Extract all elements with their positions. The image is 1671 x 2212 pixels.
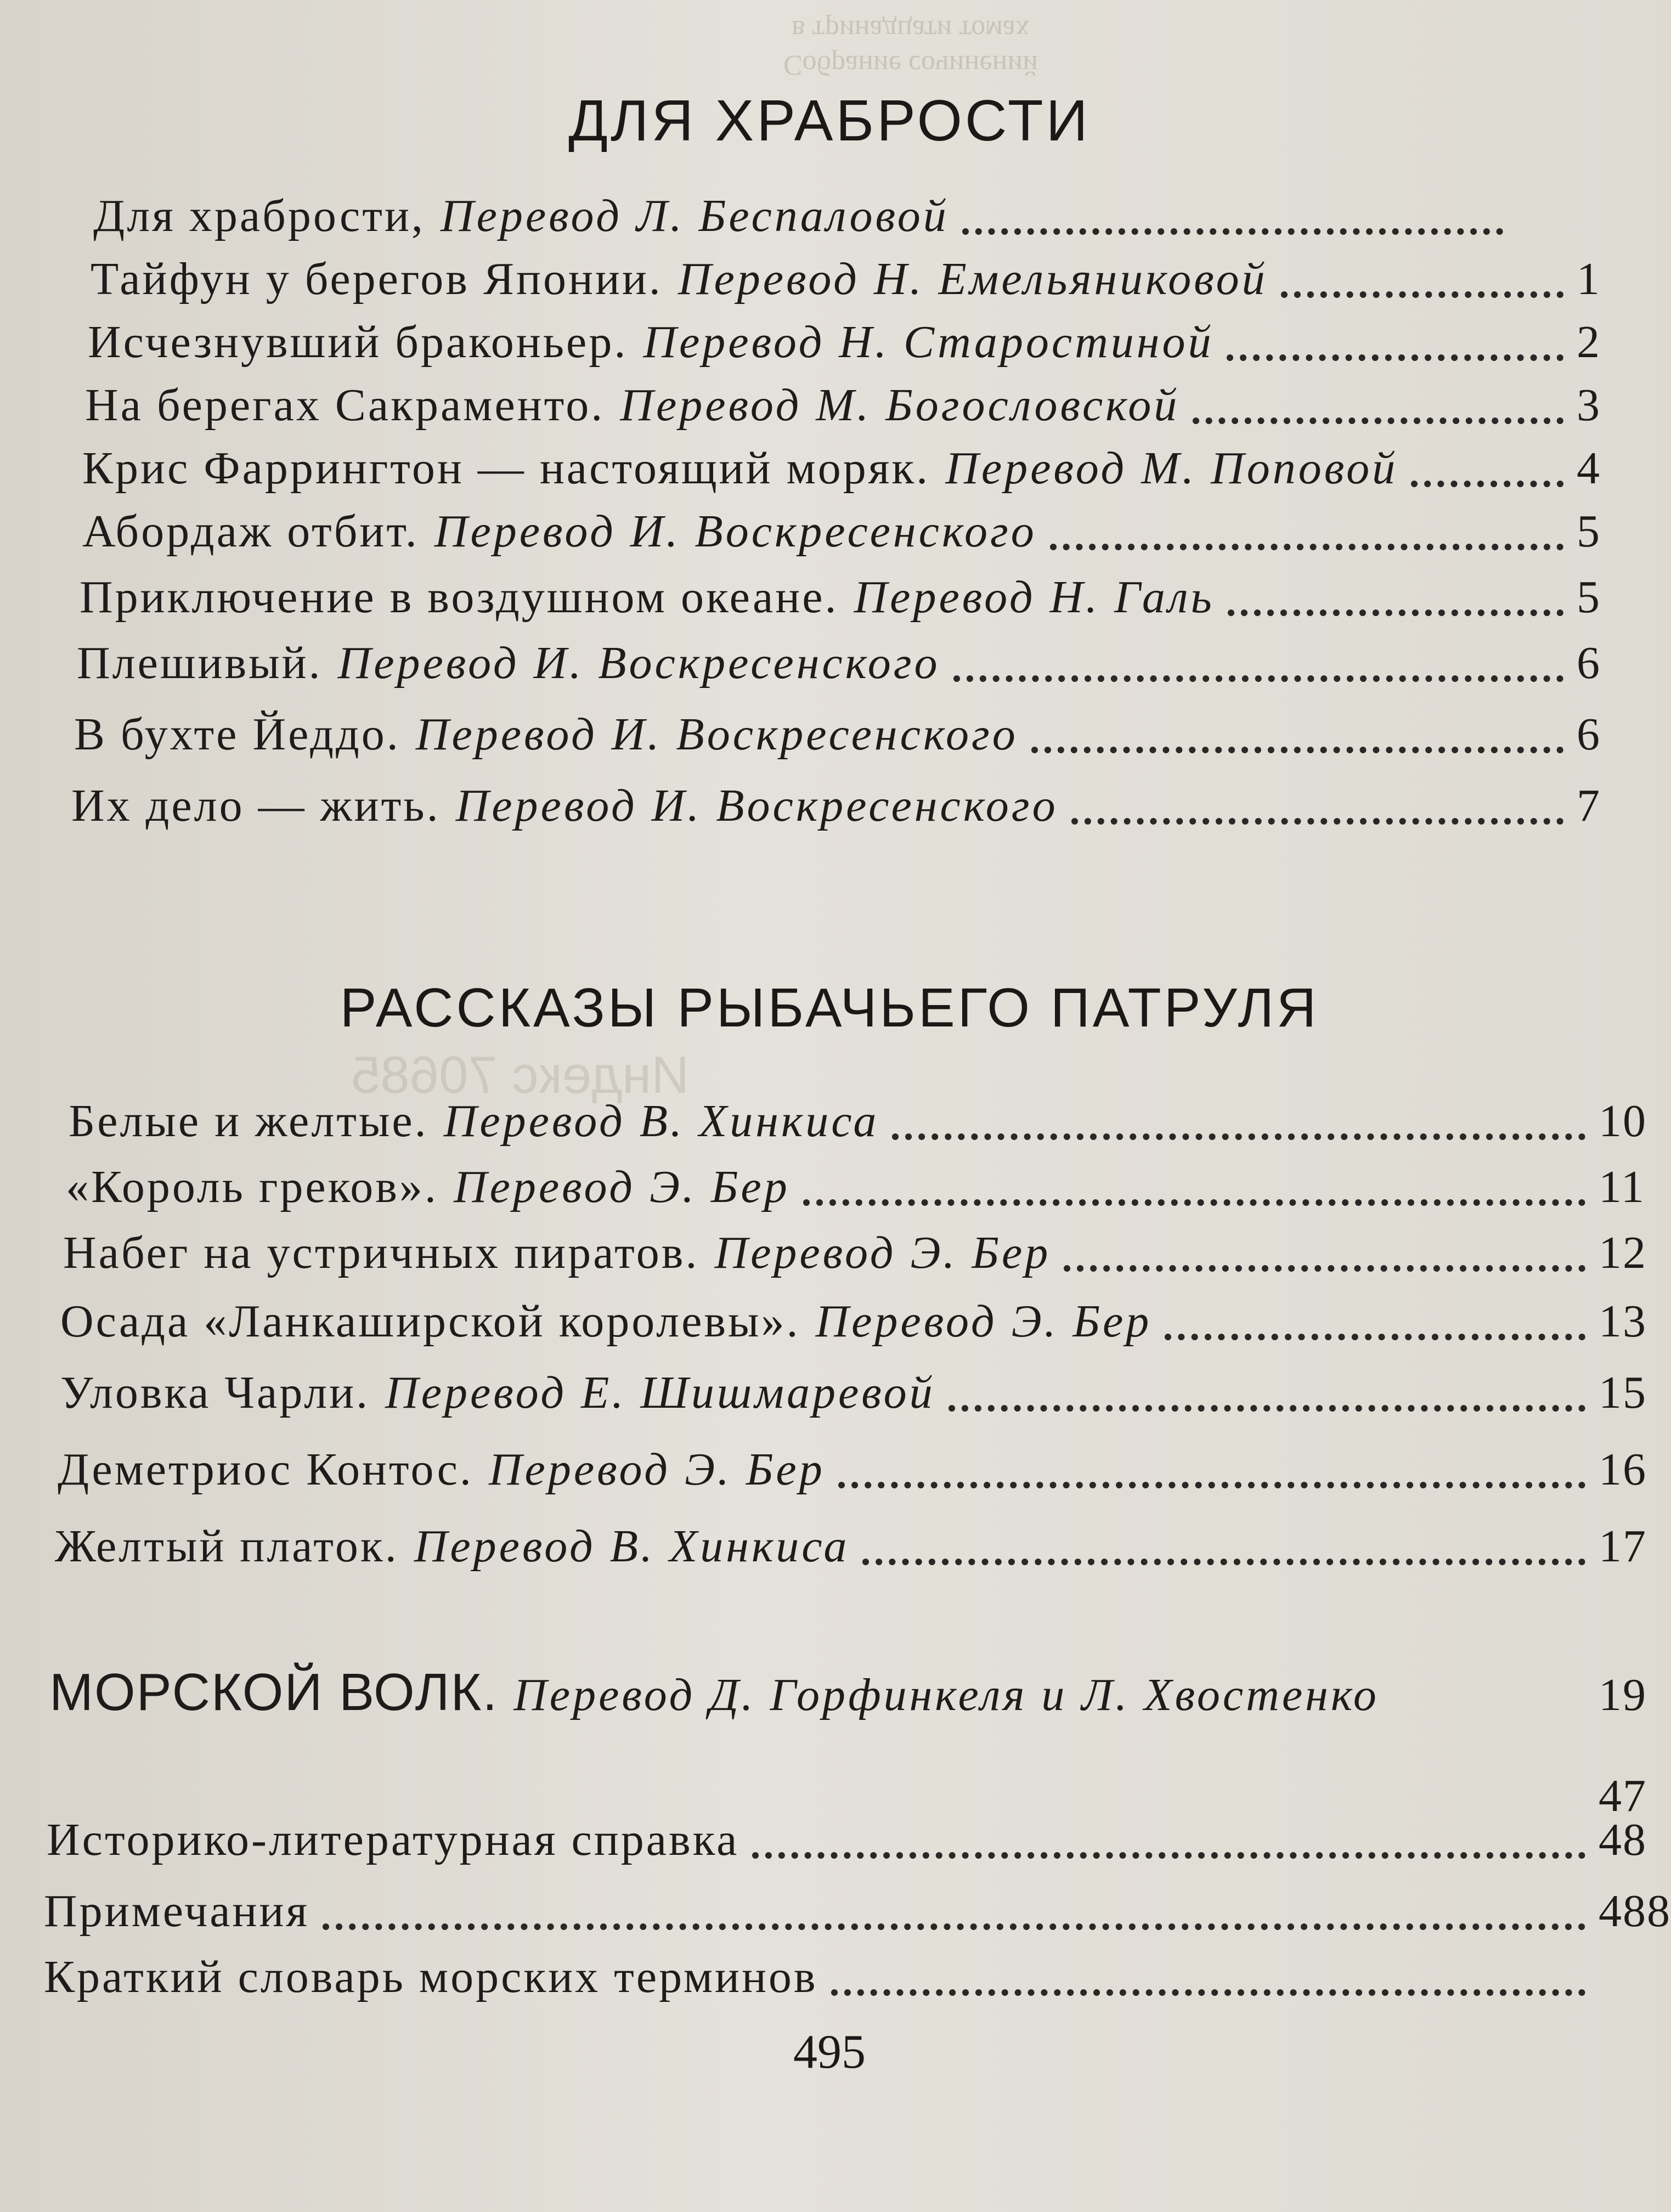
entry-page: 12 <box>1599 1227 1647 1278</box>
entry-title: На берегах Сакраменто. <box>85 380 605 431</box>
show-through-line: Собрание сочинений <box>783 49 1038 81</box>
toc-entry[interactable] <box>77 636 1637 697</box>
entry-page: 488 <box>1599 1886 1671 1937</box>
toc-entry[interactable] <box>60 1366 1659 1426</box>
entry-page: 2 <box>1577 317 1601 368</box>
entry-title: Краткий словарь морских терминов <box>44 1951 818 2002</box>
entry-translator: Перевод И. Воскресенского <box>337 637 940 689</box>
entry-title: Осада «Ланкаширской королевы». <box>60 1296 800 1347</box>
dot-leader <box>1411 481 1563 487</box>
entry-translator: Перевод И. Воскресенского <box>455 780 1058 831</box>
dot-leader <box>1050 544 1563 550</box>
entry-title: Белые и желтые. <box>69 1096 428 1147</box>
dot-leader <box>949 1405 1585 1412</box>
entry-translator: Перевод Э. Бер <box>815 1296 1152 1347</box>
toc-entry[interactable] <box>58 1443 1659 1503</box>
entry-page: 17 <box>1599 1521 1647 1572</box>
entry-title: Деметриос Контос. <box>58 1444 473 1495</box>
toc-entry[interactable] <box>71 779 1637 839</box>
entry-page: 6 <box>1577 637 1601 689</box>
dot-leader <box>892 1133 1585 1140</box>
novel-translator: Перевод Д. Горфинкеля и Л. Хвостенко <box>513 1669 1379 1720</box>
entry-title: Крис Фаррингтон — настоящий моряк. <box>82 443 930 494</box>
dot-leader <box>1165 1334 1585 1340</box>
toc-entry[interactable] <box>88 315 1637 376</box>
novel-title: МОРСКОЙ ВОЛК. <box>49 1663 499 1722</box>
dot-leader <box>323 1923 1585 1930</box>
entry-title: Плешивый. <box>77 637 323 689</box>
entry-translator: Перевод Э. Бер <box>488 1444 825 1495</box>
entry-translator: Перевод Э. Бер <box>714 1227 1051 1278</box>
dot-leader <box>1064 1265 1585 1272</box>
entry-page: 19 <box>1599 1669 1647 1720</box>
dot-leader <box>831 1989 1585 1996</box>
entry-title: Желтый платок. <box>55 1521 399 1572</box>
toc-entry[interactable] <box>85 379 1637 439</box>
entry-translator: Перевод Е. Шишмаревой <box>385 1367 935 1418</box>
show-through-stamp: Индекс 70685 <box>351 1046 690 1104</box>
entry-page: 5 <box>1577 572 1601 623</box>
dot-leader <box>962 228 1503 235</box>
entry-page: 1 <box>1577 253 1601 304</box>
entry-title: Тайфун у берегов Японии. <box>91 253 663 304</box>
entry-page: 6 <box>1577 709 1601 760</box>
orphan-page-number: 47 <box>1599 1770 1647 1821</box>
dot-leader <box>803 1199 1585 1206</box>
toc-entry[interactable] <box>63 1226 1659 1286</box>
entry-page: 11 <box>1599 1161 1645 1212</box>
toc-entry[interactable] <box>80 571 1637 631</box>
dot-leader <box>752 1852 1585 1859</box>
dot-leader <box>1228 610 1563 616</box>
toc-entry[interactable] <box>44 1884 1671 1945</box>
entry-translator: Перевод Э. Бер <box>453 1161 790 1212</box>
entry-title: Абордаж отбит. <box>82 506 419 557</box>
entry-translator: Перевод И. Воскресенского <box>434 506 1037 557</box>
entry-page: 7 <box>1577 780 1601 831</box>
entry-page: 3 <box>1577 380 1601 431</box>
section-heading-rybachiy-patrul: РАССКАЗЫ РЫБАЧЬЕГО ПАТРУЛЯ <box>340 977 1319 1039</box>
dot-leader <box>862 1559 1585 1565</box>
toc-entry[interactable] <box>74 708 1637 768</box>
dot-leader <box>1281 291 1563 298</box>
dot-leader <box>1031 747 1563 753</box>
entry-translator: Перевод В. Хинкиса <box>443 1096 879 1147</box>
entry-title: В бухте Йеддо. <box>74 709 400 760</box>
entry-title: Примечания <box>44 1886 310 1937</box>
entry-page: 4 <box>1577 443 1601 494</box>
toc-entry[interactable] <box>47 1813 1659 1874</box>
entry-translator: Перевод В. Хинкиса <box>414 1521 850 1572</box>
show-through-line: в тринадцати томах <box>792 14 1030 46</box>
entry-title: Исчезнувший браконьер. <box>88 317 628 368</box>
entry-title: Для храбрости, <box>93 190 425 241</box>
toc-entry[interactable] <box>93 189 1577 250</box>
page-number: 495 <box>793 2025 866 2079</box>
entry-page: 16 <box>1599 1444 1647 1495</box>
toc-entry[interactable] <box>60 1295 1659 1355</box>
toc-entry[interactable] <box>82 442 1637 502</box>
dot-leader <box>1227 354 1563 361</box>
dot-leader <box>838 1482 1585 1488</box>
entry-translator: Перевод И. Воскресенского <box>415 709 1018 760</box>
entry-title: Набег на устричных пиратов. <box>63 1227 699 1278</box>
toc-entry[interactable] <box>82 505 1637 565</box>
dot-leader <box>1071 818 1563 825</box>
toc-entry[interactable] <box>55 1520 1659 1580</box>
entry-page: 15 <box>1599 1367 1647 1418</box>
entry-title: Уловка Чарли. <box>60 1367 370 1418</box>
toc-entry[interactable] <box>91 252 1637 313</box>
show-through-text <box>636 0 1185 82</box>
entry-translator: Перевод Н. Емельяниковой <box>678 253 1268 304</box>
entry-page: 48 <box>1599 1814 1647 1865</box>
toc-entry-novel[interactable] <box>49 1662 1659 1723</box>
entry-translator: Перевод Н. Галь <box>854 572 1215 623</box>
entry-translator: Перевод Л. Беспаловой <box>440 190 949 241</box>
entry-translator: Перевод М. Богословской <box>620 380 1180 431</box>
entry-title: Их дело — жить. <box>71 780 441 831</box>
entry-translator: Перевод М. Поповой <box>945 443 1398 494</box>
dot-leader <box>1193 417 1563 424</box>
entry-page: 10 <box>1599 1096 1647 1147</box>
entry-title: Историко-литературная справка <box>47 1814 739 1865</box>
toc-entry[interactable] <box>66 1160 1659 1221</box>
toc-entry[interactable] <box>69 1094 1659 1155</box>
section-heading-dlya-khrabrosti: ДЛЯ ХРАБРОСТИ <box>568 88 1091 153</box>
entry-page: 5 <box>1577 506 1601 557</box>
dot-leader <box>953 675 1563 682</box>
toc-entry[interactable] <box>44 1950 1659 2011</box>
entry-page: 13 <box>1599 1296 1647 1347</box>
entry-translator: Перевод Н. Старостиной <box>643 317 1214 368</box>
entry-title: «Король греков». <box>66 1161 438 1212</box>
entry-title: Приключение в воздушном океане. <box>80 572 839 623</box>
